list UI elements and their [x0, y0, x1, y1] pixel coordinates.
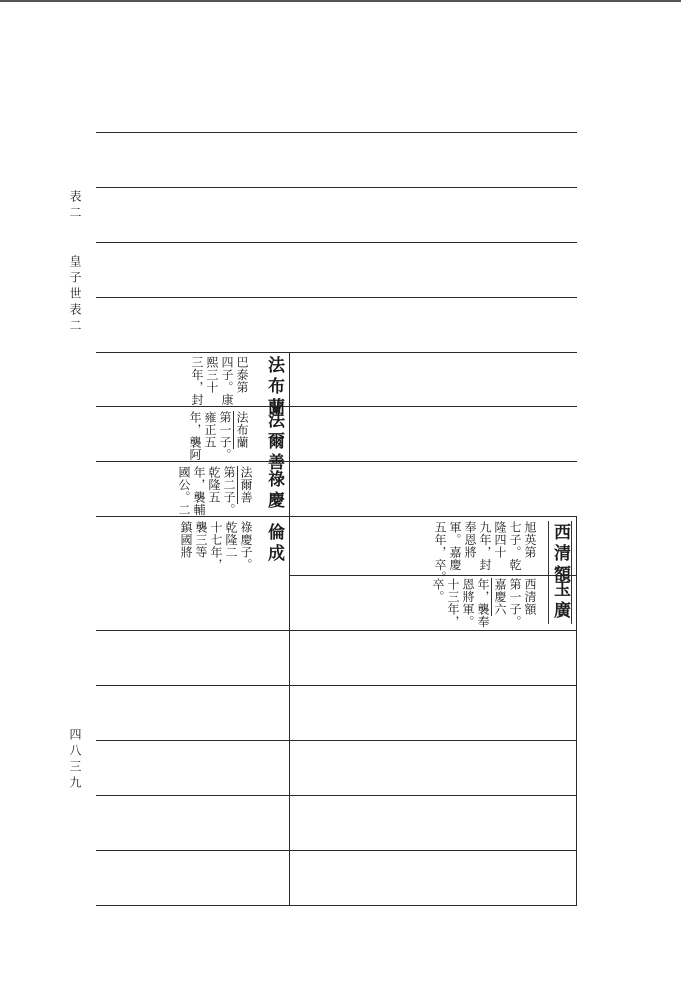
entry-faershan — [100, 411, 284, 474]
row-rule-11 — [96, 740, 577, 741]
note-line: 西清額 — [523, 578, 537, 616]
column-divider — [289, 352, 290, 905]
note-line: 三年，封 — [190, 356, 204, 406]
note-line: 年，襲阿 — [188, 411, 202, 461]
note-line: 法布蘭 — [235, 411, 249, 449]
row-rule-12 — [96, 795, 577, 796]
person-name: 祿慶 — [264, 470, 284, 512]
person-name: 法爾善 — [264, 411, 284, 474]
row-rule-14 — [96, 905, 577, 906]
person-name: 西清額 — [550, 523, 570, 586]
note-line: 軍。嘉慶 — [448, 521, 462, 571]
entry-luncheng — [100, 521, 284, 573]
note-line: 年，襲奉 — [476, 578, 490, 628]
entry-fabulan — [100, 356, 284, 419]
note-line: 五年，卒。 — [433, 521, 447, 584]
row-rule-8 — [96, 516, 577, 517]
row-rule-6 — [96, 406, 577, 407]
table-label: 表二 — [68, 190, 82, 222]
note-line: 十七年， — [209, 521, 223, 571]
note-line: 嘉慶六 — [493, 578, 507, 616]
page-top-edge — [0, 0, 681, 2]
note-line: 乾隆二 — [224, 521, 238, 559]
page-number: 四八三九 — [68, 728, 82, 792]
note-line: 乾隆五 — [207, 466, 221, 504]
row-rule-3 — [96, 242, 577, 243]
note-line: 十三年， — [446, 578, 460, 628]
note-line: 鎮國將 — [179, 521, 193, 559]
note-line: 隆四十 — [493, 521, 507, 559]
row-rule-5 — [96, 352, 577, 353]
note-line: 奉恩將 — [463, 521, 477, 559]
note-line: 熙三十 — [205, 356, 219, 394]
row-rule-4 — [96, 297, 577, 298]
note-line: 七子。乾 — [508, 521, 522, 571]
note-line: 國公。二 — [177, 466, 191, 516]
note-line: 卒。 — [431, 578, 445, 603]
note-line: 四子。康 — [220, 356, 234, 406]
person-name: 法布蘭 — [264, 356, 284, 419]
note-line: 旭英第 — [523, 521, 537, 559]
entry-yuguang — [294, 578, 572, 628]
person-name: 玉廣 — [550, 580, 570, 622]
note-line: 第一子。 — [218, 411, 232, 461]
right-border — [576, 516, 577, 905]
note-line: 法爾善 — [239, 466, 253, 504]
note-line: 恩將軍。 — [461, 578, 475, 628]
person-name: 倫成 — [264, 523, 284, 565]
row-rule-10 — [96, 685, 577, 686]
note-line: 襲三等 — [194, 521, 208, 559]
table-title: 皇子世表二 — [68, 255, 82, 335]
entry-xiqinge — [294, 521, 572, 586]
row-rule-2 — [96, 187, 577, 188]
row-rule-7 — [96, 461, 577, 462]
note-line: 雍正五 — [203, 411, 217, 449]
row-rule-13 — [96, 850, 577, 851]
note-line: 年，襲輔 — [192, 466, 206, 516]
row-rule-1 — [96, 132, 577, 133]
note-line: 九年，封 — [478, 521, 492, 571]
note-line: 巴泰第 — [235, 356, 249, 394]
note-line: 祿慶子。 — [239, 521, 253, 571]
row-rule-9 — [96, 630, 577, 631]
note-line: 第一子。 — [508, 578, 522, 628]
entry-luqing — [100, 466, 284, 514]
note-line: 第二子。 — [222, 466, 236, 516]
